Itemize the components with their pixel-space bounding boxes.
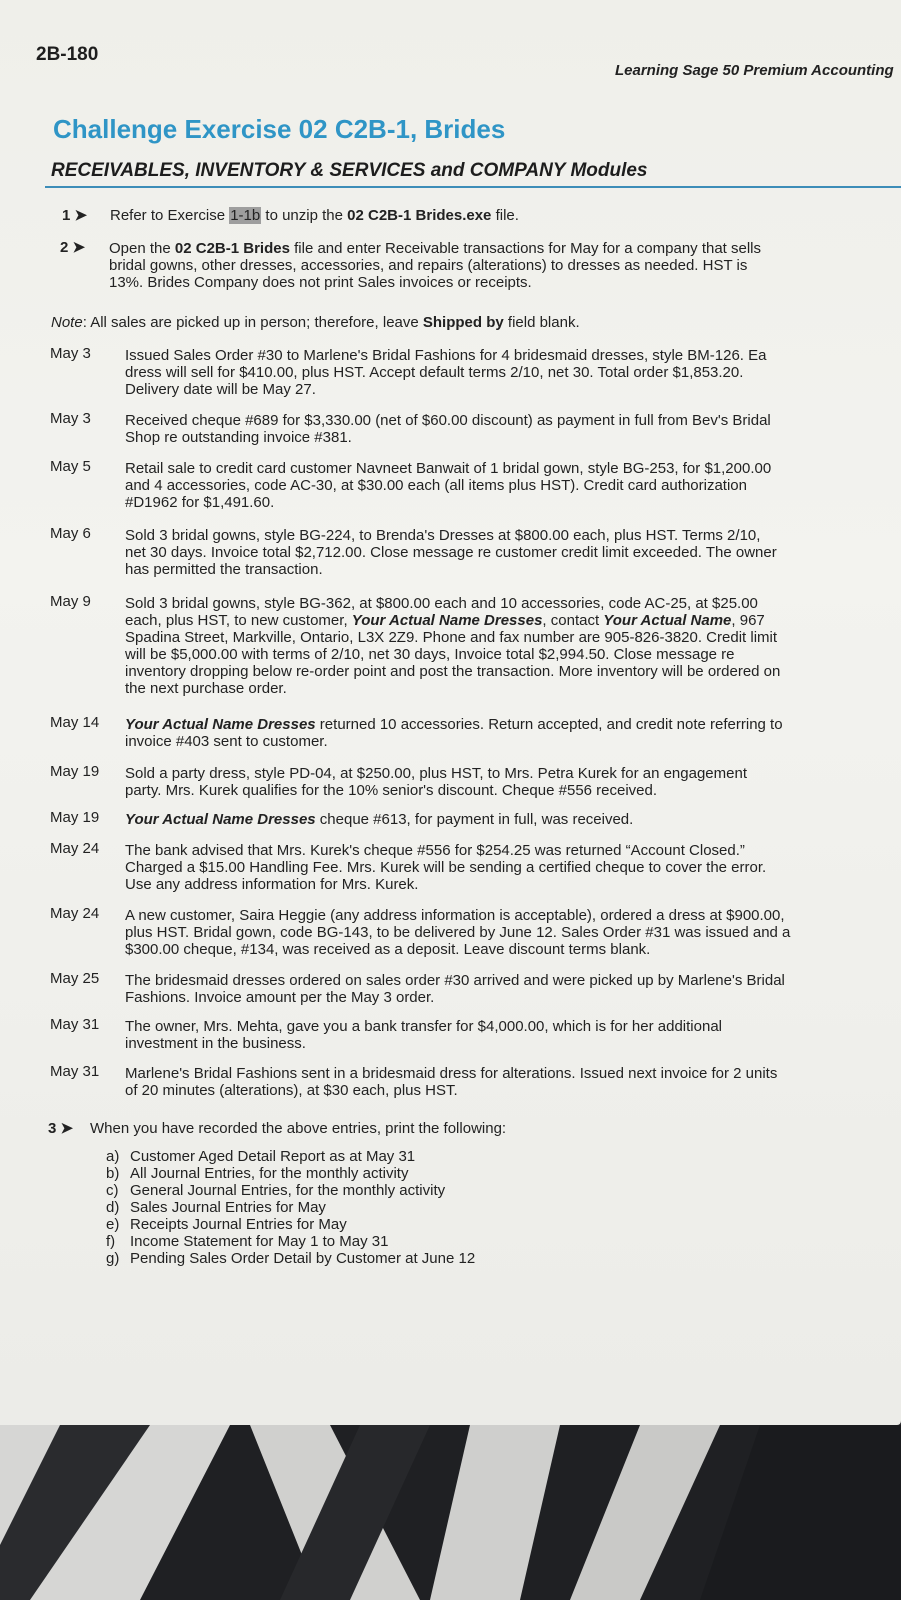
txn-line: A new customer, Saira Heggie (any address information is acceptable), ordered a dress at $900.00, xyxy=(125,907,785,924)
step-1-file: 02 C2B-1 Brides.exe xyxy=(347,207,492,224)
txn-date: May 25 xyxy=(50,970,100,987)
print-list-item xyxy=(106,1165,408,1182)
txn-entry xyxy=(125,347,901,398)
step-2-text xyxy=(109,240,901,291)
step-2-line-2: bridal gowns, other dresses, accessories, and repairs (alterations) to dresses as needed. HST is xyxy=(109,257,748,274)
print-list-item xyxy=(106,1233,388,1250)
txn-line: net 30 days. Invoice total $2,712.00. Close message re customer credit limit exceeded. The owner xyxy=(125,544,777,561)
list-letter: d) xyxy=(106,1199,120,1216)
txn-line: Shop re outstanding invoice #381. xyxy=(125,429,352,446)
txn-line: will be $5,000.00 with terms of 2/10, net 30 days, Invoice total $2,994.50. Close message re xyxy=(125,646,735,663)
txn-line: inventory dropping below re-order point and post the transaction. More inventory will be ordered on xyxy=(125,663,781,680)
txn-line xyxy=(125,716,901,733)
txn-line: Delivery date will be May 27. xyxy=(125,381,316,398)
step-2-line-3: 13%. Brides Company does not print Sales invoices or receipts. xyxy=(109,274,532,291)
fabric-background xyxy=(0,1425,901,1600)
txn-line: Charged a $15.00 Handling Fee. Mrs. Kurek will be sending a certified cheque to cover the error. xyxy=(125,859,767,876)
txn-text: each, plus HST, to new customer, xyxy=(125,612,352,629)
txn-entry xyxy=(125,412,901,446)
txn-line: plus HST. Bridal gown, code BG-143, to be delivered by June 12. Sales Order #31 was issued and a xyxy=(125,924,791,941)
list-text: Sales Journal Entries for May xyxy=(130,1199,326,1216)
step-1-text xyxy=(110,207,519,224)
txn-line: Received cheque #689 for $3,330.00 (net of $60.00 discount) as payment in full from Bev's Bridal xyxy=(125,412,771,429)
txn-line: party. Mrs. Kurek qualifies for the 10% senior's discount. Cheque #556 received. xyxy=(125,782,658,799)
step-3-text: When you have recorded the above entries, print the following: xyxy=(90,1120,507,1137)
txn-line: Marlene's Bridal Fashions sent in a bridesmaid dress for alterations. Issued next invoice for 2 units xyxy=(125,1065,778,1082)
txn-date: May 6 xyxy=(50,525,91,542)
step-1-a: Refer to Exercise xyxy=(110,207,230,224)
note-a: : All sales are picked up in person; therefore, leave xyxy=(82,314,423,331)
txn-line: dress will sell for $410.00, plus HST. Accept default terms 2/10, net 30. Total order $1,853.20. xyxy=(125,364,744,381)
txn-text: , contact xyxy=(542,612,604,629)
txn-line: Fashions. Invoice amount per the May 3 order. xyxy=(125,989,435,1006)
step-1-c: file. xyxy=(491,207,519,224)
note-label: Note xyxy=(51,314,83,331)
step-2-b: file and enter Receivable transactions for May for a company that sells xyxy=(289,240,762,257)
list-text: All Journal Entries, for the monthly activity xyxy=(130,1165,409,1182)
txn-line xyxy=(125,811,901,828)
txn-date: May 31 xyxy=(50,1016,100,1033)
list-text: General Journal Entries, for the monthly activity xyxy=(130,1182,446,1199)
txn-line: $300.00 cheque, #134, was received as a deposit. Leave discount terms blank. xyxy=(125,941,651,958)
txn-entry xyxy=(125,1065,901,1099)
txn-line: Sold a party dress, style PD-04, at $250.00, plus HST, to Mrs. Petra Kurek for an engagement xyxy=(125,765,747,782)
print-list-item xyxy=(106,1148,415,1165)
txn-line: Spadina Street, Markville, Ontario, L3X 2Z9. Phone and fax number are 905-826-3820. Credit limit xyxy=(125,629,778,646)
page-number: 2B-180 xyxy=(36,44,99,65)
step-1-ref: 1-1b xyxy=(230,207,261,224)
customer-name: Your Actual Name Dresses xyxy=(125,811,316,828)
list-text: Pending Sales Order Detail by Customer at June 12 xyxy=(130,1250,476,1267)
title-rule xyxy=(45,186,901,188)
txn-line: #D1962 for $1,491.60. xyxy=(125,494,275,511)
txn-entry xyxy=(125,811,901,828)
list-text: Customer Aged Detail Report as at May 31 xyxy=(130,1148,416,1165)
exercise-title: Challenge Exercise 02 C2B-1, Brides xyxy=(53,114,506,144)
txn-text: returned 10 accessories. Return accepted, and credit note referring to xyxy=(315,716,783,733)
fabric-pattern xyxy=(0,1425,901,1600)
step-1-marker: 1 ➤ xyxy=(62,207,88,224)
txn-entry xyxy=(125,765,901,799)
print-list-item xyxy=(106,1199,326,1216)
txn-line: has permitted the transaction. xyxy=(125,561,323,578)
txn-entry xyxy=(125,972,901,1006)
txn-date: May 9 xyxy=(50,593,91,610)
step-1-b: to unzip the xyxy=(261,207,348,224)
step-3-marker: 3 ➤ xyxy=(48,1120,74,1137)
customer-name: Your Actual Name Dresses xyxy=(351,612,543,629)
print-list-item xyxy=(106,1182,445,1199)
txn-entry xyxy=(125,527,901,578)
txn-entry xyxy=(125,716,901,750)
exercise-subtitle: RECEIVABLES, INVENTORY & SERVICES and COMPANY Modules xyxy=(51,160,648,181)
txn-entry xyxy=(125,907,901,958)
list-text: Income Statement for May 1 to May 31 xyxy=(130,1233,389,1250)
txn-date: May 31 xyxy=(50,1063,100,1080)
txn-line: of 20 minutes (alterations), at $30 each, plus HST. xyxy=(125,1082,458,1099)
list-letter: g) xyxy=(106,1250,120,1267)
list-letter: a) xyxy=(106,1148,120,1165)
txn-entry xyxy=(125,460,901,511)
txn-text: cheque #613, for payment in full, was received. xyxy=(315,811,634,828)
txn-date: May 19 xyxy=(50,809,100,826)
txn-line: Retail sale to credit card customer Navneet Banwait of 1 bridal gown, style BG-253, for $1,200.00 xyxy=(125,460,772,477)
txn-line: Issued Sales Order #30 to Marlene's Bridal Fashions for 4 bridesmaid dresses, style BM-126. Ea xyxy=(125,347,767,364)
note-bold: Shipped by xyxy=(422,314,504,331)
txn-date: May 14 xyxy=(50,714,100,731)
txn-line: investment in the business. xyxy=(125,1035,306,1052)
contact-name: Your Actual Name xyxy=(603,612,732,629)
txn-line: Use any address information for Mrs. Kurek. xyxy=(125,876,419,893)
txn-date: May 24 xyxy=(50,905,100,922)
txn-line: Sold 3 bridal gowns, style BG-224, to Brenda's Dresses at $800.00 each, plus HST. Terms 2/10, xyxy=(125,527,761,544)
txn-date: May 3 xyxy=(50,410,91,427)
book-title: Learning Sage 50 Premium Accounting xyxy=(615,62,894,79)
print-list-item xyxy=(106,1250,475,1267)
txn-date: May 5 xyxy=(50,458,91,475)
txn-entry xyxy=(125,595,901,697)
customer-name: Your Actual Name Dresses xyxy=(125,716,316,733)
step-2-marker: 2 ➤ xyxy=(60,239,86,256)
note-b: field blank. xyxy=(503,314,580,331)
txn-line: The owner, Mrs. Mehta, gave you a bank transfer for $4,000.00, which is for her additional xyxy=(125,1018,722,1035)
txn-entry xyxy=(125,842,901,893)
txn-line xyxy=(125,612,901,629)
list-letter: b) xyxy=(106,1165,120,1182)
list-letter: c) xyxy=(106,1182,119,1199)
txn-date: May 3 xyxy=(50,345,91,362)
txn-line: The bank advised that Mrs. Kurek's cheque #556 for $254.25 was returned “Account Closed.” xyxy=(125,842,745,859)
txn-date: May 24 xyxy=(50,840,100,857)
txn-line: and 4 accessories, code AC-30, at $30.00 each (all items plus HST). Credit card authorization xyxy=(125,477,747,494)
list-text: Receipts Journal Entries for May xyxy=(130,1216,347,1233)
txn-entry xyxy=(125,1018,901,1052)
txn-line: Sold 3 bridal gowns, style BG-362, at $800.00 each and 10 accessories, code AC-25, at $25.00 xyxy=(125,595,758,612)
step-2-a: Open the xyxy=(109,240,175,257)
txn-text: , 967 xyxy=(731,612,765,629)
txn-line: invoice #403 sent to customer. xyxy=(125,733,328,750)
list-letter: f) xyxy=(106,1233,116,1250)
txn-date: May 19 xyxy=(50,763,100,780)
print-list-item xyxy=(106,1216,347,1233)
note-text xyxy=(51,314,580,331)
txn-line: the next purchase order. xyxy=(125,680,287,697)
list-letter: e) xyxy=(106,1216,120,1233)
step-2-file: 02 C2B-1 Brides xyxy=(174,240,290,257)
txn-line: The bridesmaid dresses ordered on sales order #30 arrived and were picked up by Marlene's Bridal xyxy=(125,972,785,989)
